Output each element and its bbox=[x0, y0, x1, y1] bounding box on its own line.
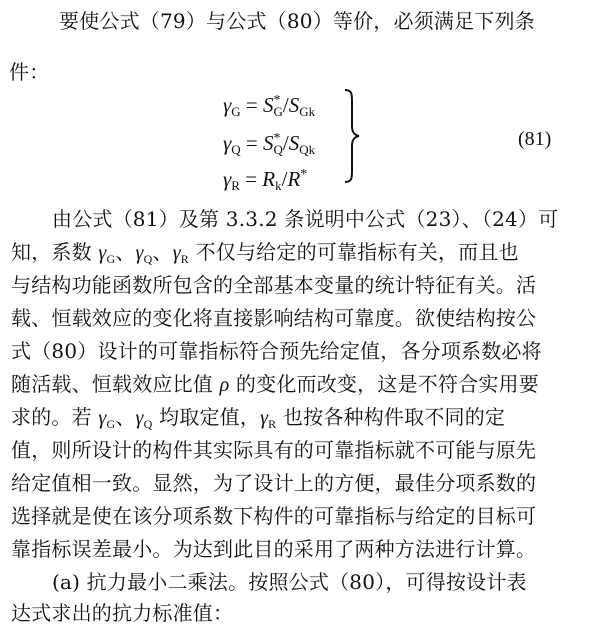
variable-s: S bbox=[263, 131, 274, 155]
text-span: 达式求出的抗力标准值： bbox=[11, 601, 234, 625]
subscript: G bbox=[106, 252, 116, 266]
paragraph-2-line-8 bbox=[0, 437, 591, 463]
paragraph-2-line-10 bbox=[0, 503, 591, 529]
subscript: Q bbox=[273, 142, 283, 157]
paragraph-1-line-1 bbox=[0, 8, 591, 34]
equation-number: (81) bbox=[518, 128, 552, 150]
gamma-symbol: γ bbox=[98, 407, 107, 429]
gamma-symbol: γ bbox=[223, 93, 232, 117]
text-span: 选择就是使在该分项系数下构件的可靠指标与给定的目标可 bbox=[11, 504, 537, 528]
text-span: 值，则所设计的构件其实际具有的可靠指标就不可能与原先 bbox=[11, 438, 537, 462]
gamma-symbol: γ bbox=[135, 407, 144, 429]
paragraph-2-line-6 bbox=[0, 371, 591, 398]
subscript: Q bbox=[143, 417, 153, 431]
rho-symbol: ρ bbox=[219, 374, 230, 396]
paragraph-2-line-5 bbox=[0, 338, 591, 364]
equals-sign: = bbox=[245, 93, 258, 117]
separator: 、 bbox=[115, 405, 136, 429]
text-span: 的变化而改变，这是不符合实用要 bbox=[229, 372, 539, 396]
slash: / bbox=[282, 93, 289, 117]
subscript: k bbox=[275, 178, 282, 193]
paragraph-2-line-2 bbox=[0, 239, 591, 272]
text-span: 件： bbox=[9, 60, 50, 84]
subscript: R bbox=[268, 417, 277, 431]
text-span: (a) 抗力最小二乘法。按照公式（80），可得按设计表 bbox=[52, 570, 527, 594]
slash: / bbox=[282, 131, 289, 155]
subscript: G bbox=[106, 417, 116, 431]
text-span: 由公式（81）及第 3.3.2 条说明中公式（23）、（24）可 bbox=[52, 207, 559, 231]
paragraph-2-line-9 bbox=[0, 470, 591, 496]
equation-gamma-q bbox=[223, 126, 315, 163]
variable-r: R bbox=[287, 167, 301, 191]
paragraph-2-line-3 bbox=[0, 272, 591, 298]
gamma-symbol: γ bbox=[260, 407, 269, 429]
paragraph-3-line-1 bbox=[0, 569, 591, 595]
paragraph-2-line-4 bbox=[0, 305, 591, 331]
slash: / bbox=[281, 167, 288, 191]
gamma-symbol: γ bbox=[172, 242, 181, 264]
text-span: 均取定值， bbox=[152, 405, 261, 429]
superscript-star: * bbox=[273, 131, 281, 146]
variable-s: S bbox=[263, 93, 274, 117]
gamma-symbol: γ bbox=[98, 242, 107, 264]
subscript: G bbox=[231, 104, 241, 119]
superscript-star: * bbox=[273, 93, 281, 108]
variable-r: R bbox=[262, 167, 276, 191]
text-span: 与结构功能函数所包含的全部基本变量的统计特征有关。活 bbox=[11, 273, 537, 297]
right-brace-icon bbox=[343, 88, 361, 184]
text-span: 也按各种构件取不同的定 bbox=[276, 405, 506, 429]
subscript: Q bbox=[231, 142, 241, 157]
paragraph-2-line-11 bbox=[0, 536, 591, 562]
gamma-symbol: γ bbox=[223, 167, 232, 191]
paragraph-3-line-2 bbox=[0, 600, 591, 626]
equals-sign: = bbox=[245, 131, 258, 155]
superscript-star: * bbox=[300, 167, 308, 182]
variable-s: S bbox=[288, 131, 300, 155]
equation-gamma-g bbox=[223, 88, 315, 125]
subscript: Qk bbox=[299, 142, 316, 157]
text-span: 不仅与给定的可靠指标有关，而且也 bbox=[189, 240, 519, 264]
text-span: 载、恒载效应的变化将直接影响结构可靠度。欲使结构按公 bbox=[11, 306, 537, 330]
text-span: 要使公式（79）与公式（80）等价，必须满足下列条 bbox=[59, 9, 535, 33]
text-span: 式（80）设计的可靠指标符合预先给定值，各分项系数必将 bbox=[11, 339, 542, 363]
separator: 、 bbox=[115, 240, 136, 264]
text-span: 知，系数 bbox=[11, 240, 99, 264]
subscript: R bbox=[231, 178, 240, 193]
gamma-symbol: γ bbox=[135, 242, 144, 264]
subscript: Q bbox=[143, 252, 153, 266]
equals-sign: = bbox=[245, 167, 258, 191]
text-span: 随活载、恒载效应比值 bbox=[11, 372, 220, 396]
separator: 、 bbox=[152, 240, 173, 264]
paragraph-2-line-7 bbox=[0, 404, 591, 437]
subscript: R bbox=[180, 252, 190, 266]
variable-s: S bbox=[288, 93, 300, 117]
gamma-symbol: γ bbox=[223, 131, 232, 155]
subscript: G bbox=[273, 104, 283, 119]
text-span: 给定值相一致。显然，为了设计上的方便，最佳分项系数的 bbox=[11, 471, 537, 495]
subscript: Gk bbox=[299, 104, 316, 119]
text-span: 靠指标误差最小。为达到此目的采用了两种方法进行计算。 bbox=[11, 537, 537, 561]
paragraph-2-line-1 bbox=[0, 206, 591, 232]
text-span: 求的。若 bbox=[11, 405, 99, 429]
equation-gamma-r bbox=[223, 162, 307, 199]
